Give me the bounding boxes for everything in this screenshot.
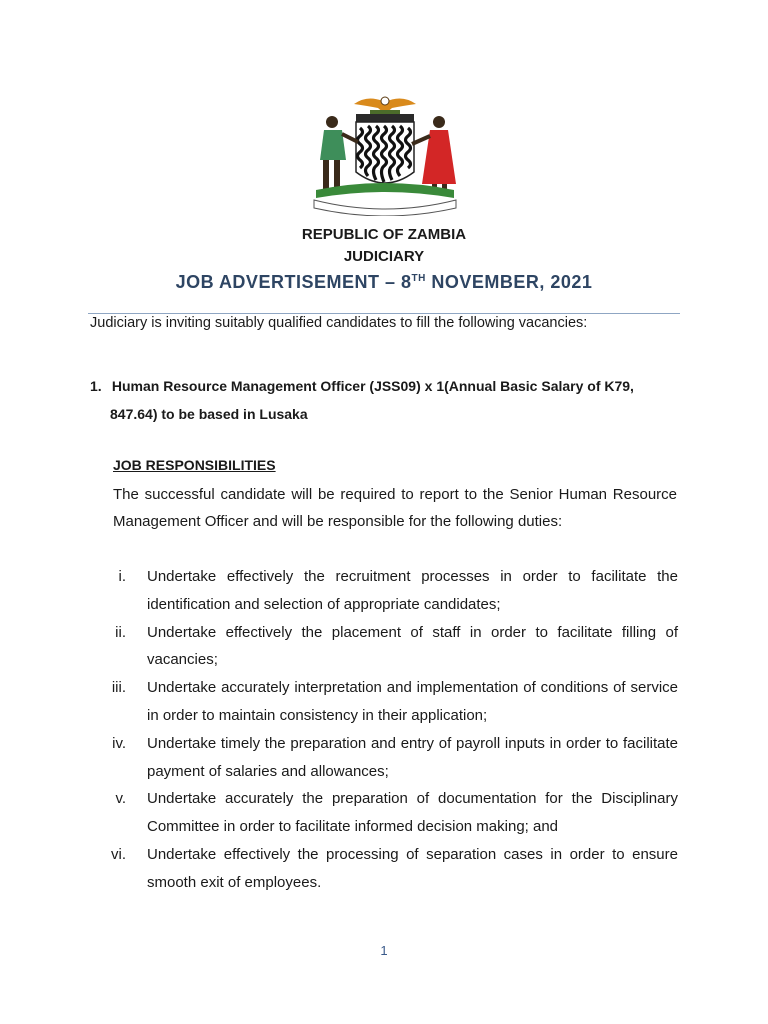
list-item-text: Undertake effectively the recruitment processes in order to facilitate the identification and selection of appropriate candidates; (147, 568, 678, 613)
title-part-1: JOB ADVERTISEMENT – 8 (175, 272, 412, 292)
title-part-2: NOVEMBER, 2021 (425, 272, 593, 292)
list-item-text: Undertake accurately the preparation of documentation for the Disciplinary Committee in order to facilitate informed decision making; and (147, 790, 678, 836)
list-numeral: iv. (112, 734, 126, 752)
list-item-text: Undertake effectively the placement of staff in order to facilitate filling of vacancies; (147, 623, 678, 669)
list-numeral: iii. (111, 679, 126, 697)
page-number: 1 (380, 943, 388, 958)
list-item-text: Undertake accurately interpretation and implementation of conditions of service in order to maintain consistency in their application; (147, 679, 678, 724)
list-item-text: Undertake timely the preparation and entry of payroll inputs in order to facilitate payment of salaries and allowances; (147, 734, 678, 780)
responsibilities-intro: The successful candidate will be required to report to the Senior Human Resource Management Officer and will be responsible for the following duties: (113, 486, 677, 530)
job-number: 1. (90, 378, 102, 394)
title-superscript: TH (411, 273, 426, 284)
list-numeral: i. (118, 568, 126, 585)
list-item (100, 730, 678, 786)
intro-text: Judiciary is inviting suitably qualified candidates to fill the following vacancies: (90, 315, 588, 331)
list-numeral: v. (115, 790, 126, 808)
list-item (100, 619, 678, 675)
coat-of-arms-emblem (306, 92, 464, 216)
duties-list (100, 563, 678, 897)
judiciary-heading: JUDICIARY (343, 248, 425, 265)
page-title (0, 272, 768, 293)
job-title-line-2: 847.64) to be based in Lusaka (110, 406, 308, 422)
job-title-line-1: Human Resource Management Officer (JSS09) x 1(Annual Basic Salary of K79, (111, 378, 634, 394)
list-item (100, 563, 678, 619)
list-numeral: ii. (115, 623, 126, 641)
responsibilities-heading: JOB RESPONSIBILITIES (113, 457, 276, 473)
job-title (90, 372, 690, 428)
list-item (100, 785, 678, 841)
list-item (100, 674, 678, 730)
list-numeral: vi. (111, 845, 126, 863)
republic-heading: REPUBLIC OF ZAMBIA (301, 226, 467, 243)
list-item-text: Undertake effectively the processing of separation cases in order to ensure smooth exit of employees. (147, 845, 678, 891)
list-item (100, 841, 678, 897)
title-divider (88, 313, 680, 314)
